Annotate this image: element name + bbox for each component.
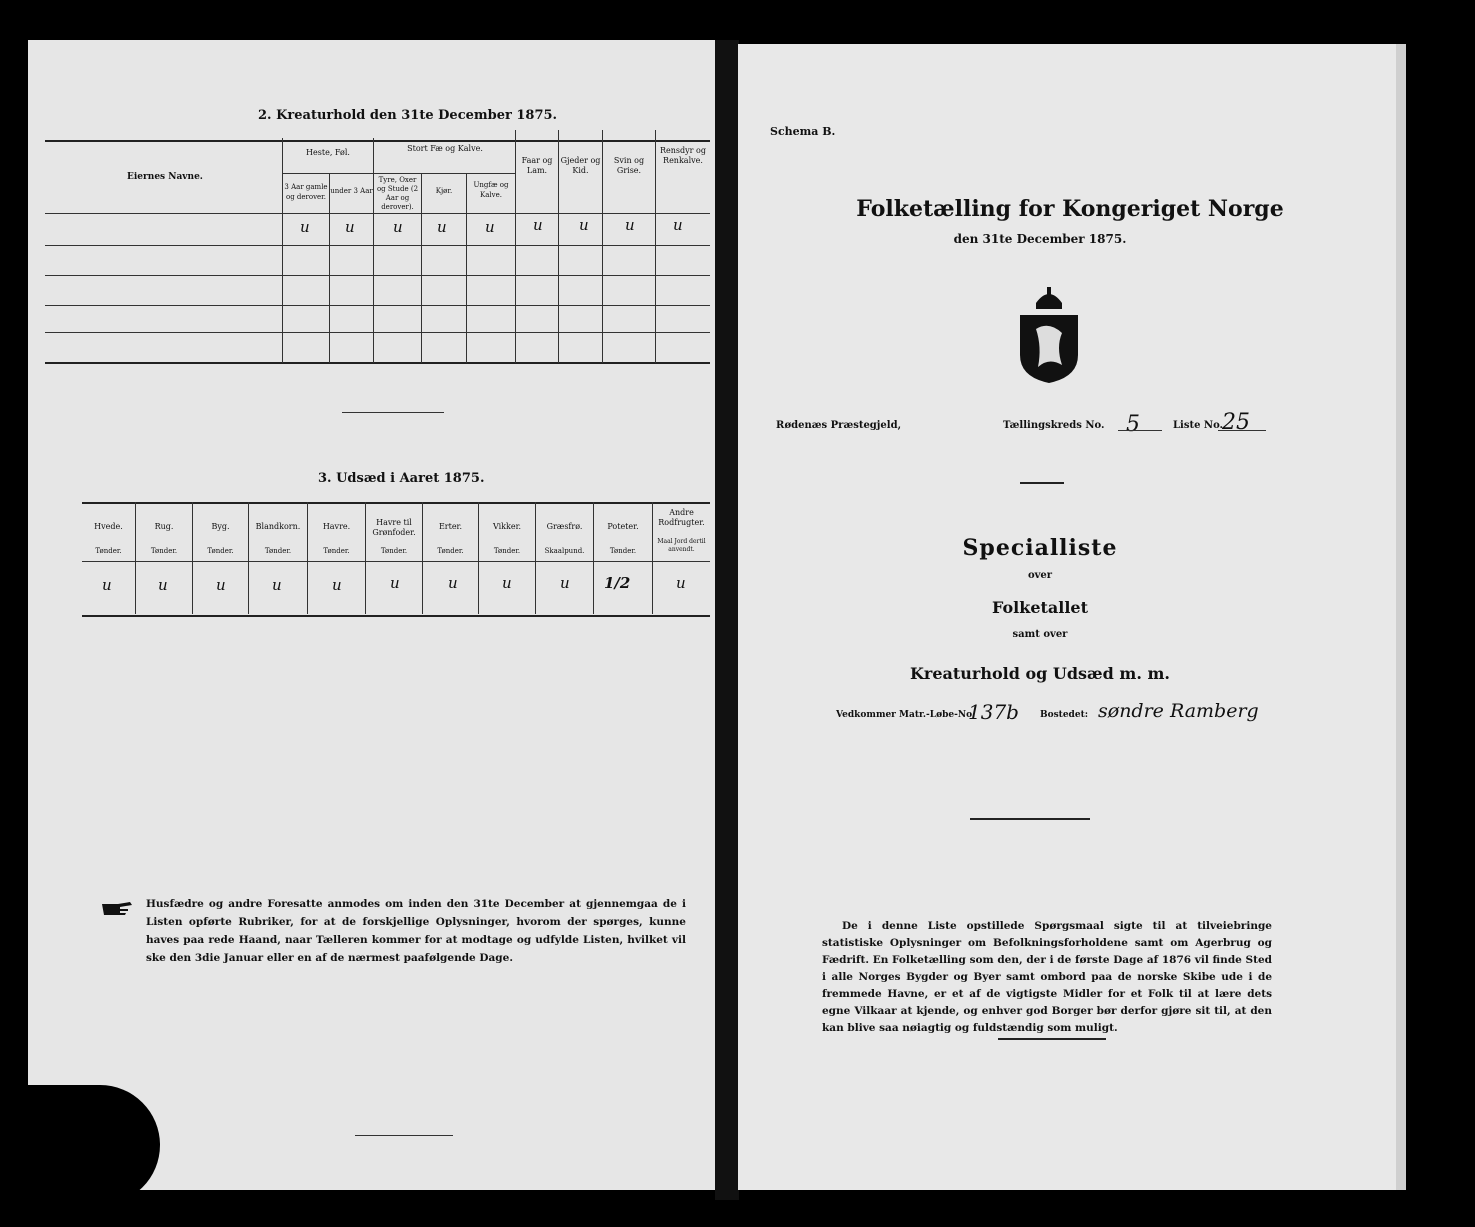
bosted-value: søndre Ramberg: [1098, 700, 1259, 722]
seed-col-root-crops: Andre Rodfrugter.: [658, 508, 705, 527]
seed-col-peas: Erter.: [438, 522, 463, 531]
col-horses-young: under 3 Aar: [330, 187, 373, 195]
bottom-rule: [998, 1038, 1106, 1040]
seed-value-oats: u: [332, 576, 342, 594]
seed-unit-wheat: Tønder.: [95, 547, 122, 555]
seed-value-peas: u: [448, 574, 458, 592]
folketallet-title: Folketallet: [992, 598, 1088, 617]
list-underline: [1218, 430, 1266, 431]
short-divider: [1020, 482, 1064, 484]
col-pigs: Svin og Grise.: [613, 156, 645, 175]
matr-number: 137b: [968, 700, 1019, 724]
livestock-table: [45, 100, 710, 375]
col-owner-names: Eiernes Navne.: [127, 172, 203, 182]
seed-unit-root-crops: Maal Jord dertil anvendt.: [657, 538, 706, 553]
seed-unit-vetch: Tønder.: [493, 547, 521, 555]
list-label: Liste No.: [1173, 420, 1224, 431]
seed-value-potatoes: 1/2: [604, 574, 631, 592]
samt-over-text: samt over: [1012, 629, 1068, 640]
thumb-shadow: [0, 1085, 160, 1205]
seed-col-green-oats: Havre til Grønfoder.: [372, 518, 416, 537]
over-text: over: [1027, 570, 1053, 581]
divider: [342, 412, 444, 413]
seed-col-grass-seed: Græsfrø.: [546, 522, 583, 531]
seed-table: [82, 500, 710, 620]
entry-sheep: u: [533, 216, 543, 234]
schema-label: Schema B.: [770, 125, 836, 138]
seed-unit-green-oats: Tønder.: [380, 547, 408, 555]
seed-col-oats: Havre.: [322, 522, 351, 531]
circuit-underline: [1118, 430, 1162, 431]
col-young-cattle: Ungfæ og Kalve.: [473, 181, 509, 199]
seed-unit-mixed-grain: Tønder.: [264, 547, 292, 555]
seed-value-barley: u: [216, 576, 226, 594]
parish-label: Rødenæs Præstegjeld,: [776, 420, 902, 431]
entry-pigs: u: [625, 216, 635, 234]
col-horses-old: 3 Aar gamle og derover.: [284, 183, 328, 201]
col-goats: Gjeder og Kid.: [560, 156, 601, 175]
entry-cows: u: [437, 218, 447, 236]
seed-unit-oats: Tønder.: [323, 547, 350, 555]
list-number: 25: [1222, 410, 1250, 435]
col-cows: Kjør.: [435, 187, 453, 195]
seed-unit-peas: Tønder.: [437, 547, 464, 555]
entry-reindeer: u: [673, 216, 683, 234]
seed-value-vetch: u: [502, 574, 512, 592]
circuit-number: 5: [1126, 412, 1140, 437]
date-subtitle: den 31te December 1875.: [953, 232, 1127, 246]
mid-divider: [970, 818, 1090, 820]
page-gutter: [715, 40, 739, 1200]
bottom-divider: [355, 1135, 453, 1136]
householder-notice: Husfædre og andre Foresatte anmodes om inden den 31te December at gjennemgaa de i Listen opførte Rubriker, for at de forskjellige Oplysninger, hvorom der spørges, kunne haves paa rede Haand, naar Tælleren kommer for at modtage og udfylde Listen, hvilket vil ske den 3die Januar eller en af de nærmest paafølgende Dage.: [146, 898, 686, 964]
col-bulls-oxen: Tyre, Oxer og Stude (2 Aar og derover).: [376, 176, 419, 211]
seed-col-potatoes: Poteter.: [607, 522, 639, 531]
main-title: Folketælling for Kongeriget Norge: [856, 196, 1284, 222]
matr-label: Vedkommer Matr.-Løbe-No.: [836, 710, 976, 720]
seed-unit-barley: Tønder.: [207, 547, 234, 555]
seed-unit-rye: Tønder.: [150, 547, 178, 555]
seed-col-mixed-grain: Blandkorn.: [255, 522, 301, 531]
section3-title: 3. Udsæd i Aaret 1875.: [318, 471, 485, 486]
seed-value-wheat: u: [102, 576, 112, 594]
seed-col-barley: Byg.: [211, 522, 230, 531]
info-paragraph: De i denne Liste opstillede Spørgsmaal sigte til at tilveiebringe statistiske Oplysninger om Befolkningsforholdene samt om Agerbrug og Fædrift. En Folketælling som den, der i de første Dage af 1876 vil finde Sted i alle Norges Bygder og Byer samt ombord paa de norske Skibe ude i de fremmede Havne, er et af de vigtigste Midler for et Folk til at lære dets egne Vilkaar at kjende, og enhver god Borger bør derfor gjøre sit til, at den kan blive saa nøiagtig og fuldstændig som muligt.: [822, 920, 1272, 1034]
circuit-label: Tællingskreds No.: [1003, 420, 1105, 431]
pointing-hand-icon: [100, 898, 134, 918]
seed-unit-potatoes: Tønder.: [609, 547, 637, 555]
col-sheep: Faar og Lam.: [521, 156, 553, 175]
entry-goats: u: [579, 216, 589, 234]
seed-col-wheat: Hvede.: [94, 522, 123, 531]
bosted-label: Bostedet:: [1040, 710, 1089, 720]
entry-horses-old: u: [300, 218, 310, 236]
entry-bulls: u: [393, 218, 403, 236]
specialliste-title: Specialliste: [962, 535, 1118, 561]
entry-young-cattle: u: [485, 218, 495, 236]
norway-coat-of-arms: [1014, 285, 1084, 385]
kreaturhold-title: Kreaturhold og Udsæd m. m.: [910, 664, 1170, 683]
col-horses: Heste, Føl.: [306, 148, 350, 157]
seed-value-grass-seed: u: [560, 574, 570, 592]
seed-value-green-oats: u: [390, 574, 400, 592]
seed-value-root-crops: u: [676, 574, 686, 592]
col-cattle: Stort Fæ og Kalve.: [407, 144, 483, 153]
section2-title: 2. Kreaturhold den 31te December 1875.: [258, 108, 558, 123]
col-reindeer: Rensdyr og Renkalve.: [660, 146, 706, 165]
seed-col-rye: Rug.: [154, 522, 174, 531]
seed-value-rye: u: [158, 576, 168, 594]
entry-horses-young: u: [345, 218, 355, 236]
seed-col-vetch: Vikker.: [492, 522, 522, 531]
seed-value-mixed-grain: u: [272, 576, 282, 594]
seed-unit-grass-seed: Skaalpund.: [544, 547, 585, 555]
